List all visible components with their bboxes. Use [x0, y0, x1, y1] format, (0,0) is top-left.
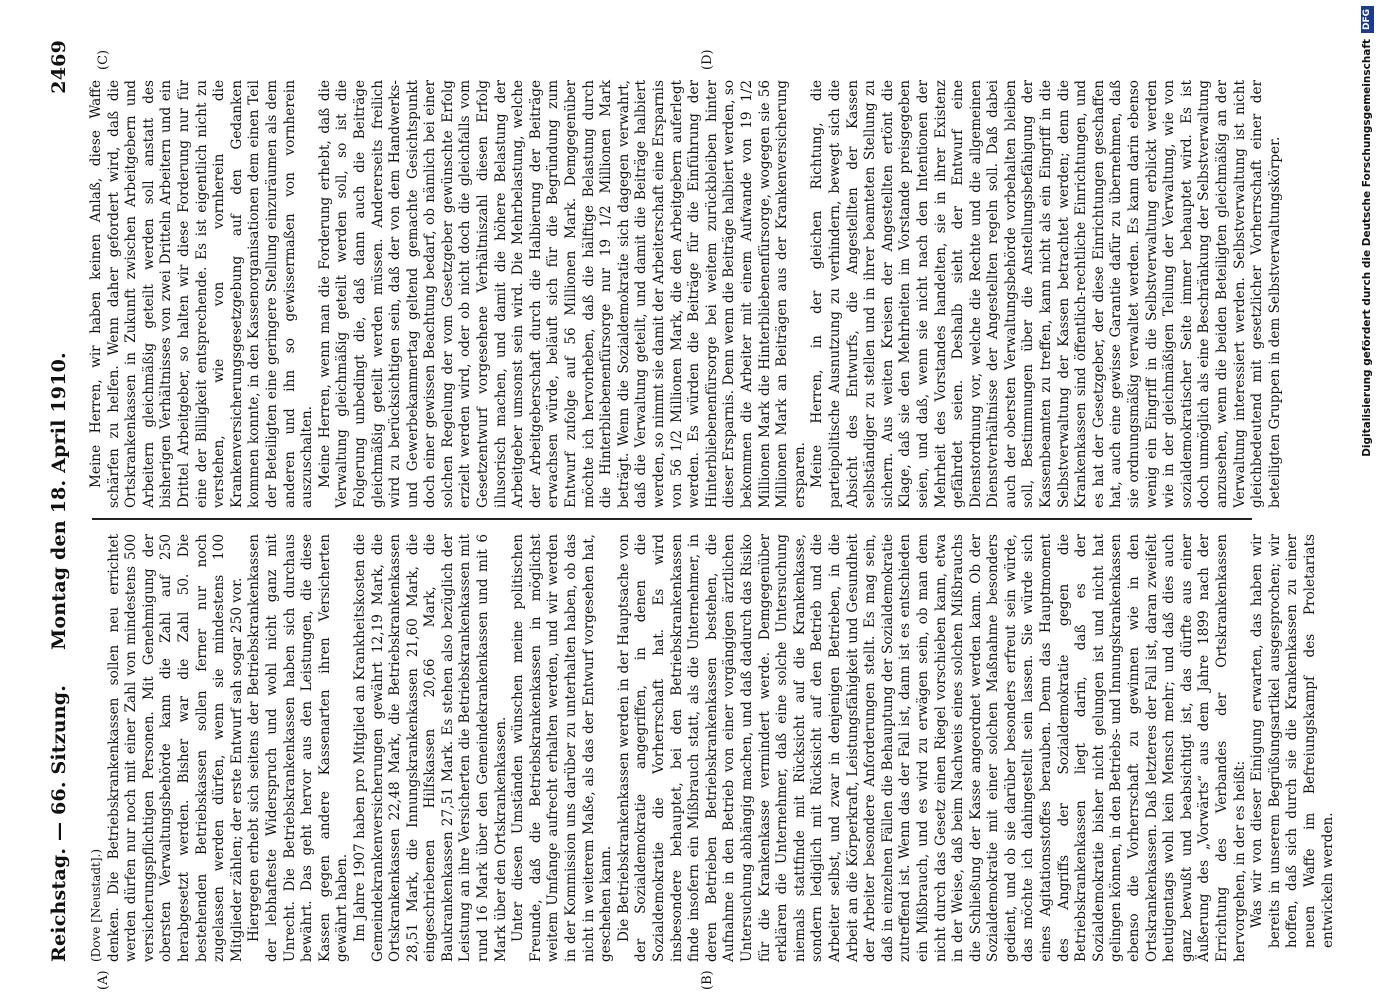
paragraph: Meine Herren, wir haben keinen Anlaß, diese Waffe schärfen zu helfen. Wenn daher gefordert wird, daß die Ortskrankenkassen in Zukunft zwischen Arbeitgebern und Arbeitern gleichmäßig geteilt werden soll anstatt des bisherigen Verhältnisses von zwei Dritteln Arbeitern und ein Drittel Arbeitgeber, so halten wir diese Forderung nur für eine der Billigkeit entsprechende. Es ist eigentlich nicht zu verstehen, wie von vornherein die Krankenversicherungsgesetzgebung auf den Gedanken kommen konnte, in den Kassenorganisationen dem einen Teil der Beteiligten eine geringere Stellung einzuräumen als dem anderen und ihn so gewissermaßen von vornherein auszuschalten. — [88, 80, 316, 508]
right-column — [88, 80, 1283, 508]
margin-marker-c: (C) — [96, 49, 111, 70]
margin-marker-b: (B) — [700, 970, 715, 990]
quotation: Was wir von dieser Einigung erwarten, das haben wir bereits in unserem Begrüßungsartikel ausgesprochen; wir hoffen, daß sich durch sie die Krankenkassen zu einer neuen Waffe im Befreiungskampf des Proletariats entwickeln werden. — [1249, 534, 1336, 948]
header-session: Reichstag. — 66. Sitzung. — [48, 684, 70, 962]
paragraph: Hiergegen erhebt sich seitens der Betriebskrankenkassen der lebhafteste Widerspruch und wohl nicht ganz mit Unrecht. Die Betriebskrankenkassen haben sich durchaus bewährt. Das geht hervor aus den Leistungen, die diese Kassen gegen andere Kassenarten ihren Versicherten gewährt haben. — [246, 534, 351, 962]
paragraph: Meine Herren, in der gleichen Richtung, die parteipolitische Ausnutzung zu verhindern, bewegt sich die Absicht des Entwurfs, die Angestellten der Kassen selbständiger zu stellen und in ihrer beamteten Stellung zu sichern. Aus weiten Kreisen der Angestellten ertönt die Klage, daß sie den Mehrheiten im Vorstande preisgegeben seien, und daß, wenn sie nicht nach den Intentionen der Mehrheit des Vorstandes handelten, sie in ihrer Existenz gefährdet seien. Deshalb sieht der Entwurf eine Dienstordnung vor, welche die Rechte und die allgemeinen Dienstverhältnisse der Angestellten regeln soll. Daß dabei auch der obersten Verwaltungsbehörde vorbehalten bleiben soll, Bestimmungen über die Anstellungsbefähigung der Kassenbeamten zu treffen, kann nicht als ein Eingriff in die Selbstverwaltung der Kassen betrachtet werden; denn die Krankenkassen sind öffentlich-rechtliche Einrichtungen, und es hat der Gesetzgeber, der diese Einrichtungen geschaffen hat, auch eine gewisse Garantie dafür zu übernehmen, daß sie ordnungsmäßig verwaltet werden. Es kann darin ebenso wenig ein Eingriff in die Selbstverwaltung erblickt werden wie in der gleichmäßigen Teilung der Verwaltung, wie von sozialdemokratischer Seite immer behauptet wird. Es ist doch unmöglich als eine Beschränkung der Selbstverwaltung anzusehen, wenn die beiden Beteiligten gleichmäßig an der Verwaltung interessiert werden. Selbstverwaltung ist nicht gleichbedeutend mit gesetzlicher Vorherrschaft einer der beteiligten Gruppen in dem Selbstverwaltungskörper. — [809, 80, 1283, 508]
dfg-credit-strip — [1356, 6, 1378, 996]
header-date: Montag den 18. April 1910. — [48, 352, 70, 650]
paragraph: Meine Herren, wenn man die Forderung erhebt, daß die Verwaltung gleichmäßig geteilt werden soll, so ist die Folgerung unbedingt die, daß dann auch die Beiträge gleichmäßig geteilt werden müssen. Andererseits freilich wird zu berücksichtigen sein, daß der von dem Handwerks- und Gewerbekammertag geltend gemachte Gesichtspunkt doch einer gewissen Beachtung bedarf, ob nämlich bei einer solchen Regelung der vom Gesetzgeber gewünschte Erfolg erzielt werden wird, oder ob nicht doch die gleichfalls vom Gesetzentwurf vorgesehene Verhältniszahl diesen Erfolg illusorisch machen, und damit die höhere Belastung der Arbeitgeber umsonst sein wird. Die Mehrbelastung, welche der Arbeitgeberschaft durch die Halbierung der Beiträge erwachsen würde, beläuft sich für die Begründung zum Entwurf zufolge auf 56 Millionen Mark. Demgegenüber möchte ich hervorheben, daß die hälftige Belastung durch die Hinterbliebenenfürsorge nur 19 1/2 Millionen Mark beträgt. Wenn die Sozialdemokratie sich dagegen verwahrt, daß die Verwaltung geteilt, und damit die Beiträge halbiert werden, so nimmt sie damit der Arbeiterschaft eine Ersparnis von 56 1/2 Millionen Mark, die den Arbeitgebern auferlegt werden. Es würden die Beiträge für die Einführung der Hinterbliebenenfürsorge bei weitem zurückbleiben hinter dieser Ersparnis. Denn wenn die Beiträge halbiert werden, so bekommen die Arbeiter mit einem Aufwande von 19 1/2 Millionen Mark die Hinterbliebenenfürsorge, wogegen sie 56 Millionen Mark an Beiträgen aus der Krankenversicherung ersparen. — [316, 80, 808, 508]
margin-marker-d: (D) — [700, 49, 715, 70]
left-column — [88, 534, 1336, 962]
page-number: 2469 — [48, 40, 70, 94]
speaker-tag: (Dove [Neustadt].) — [89, 848, 103, 962]
dfg-logo: DFG — [1361, 6, 1374, 33]
paragraph: Die Betriebskrankenkassen werden in der Hauptsache von der Sozialdemokratie angegriffen, in denen die Sozialdemokratie die Vorherrschaft hat. Es wird insbesondere behauptet, bei den Betriebskrankenkassen finde insofern ein Mißbrauch statt, als die Unternehmer, in deren Betrieben Betriebskrankenkassen bestehen, die Aufnahme in den Betrieb von einer vorgängigen ärztlichen Untersuchung abhängig machen, und daß dadurch das Risiko für die Krankenkasse vermindert werde. Demgegenüber erklären die Unternehmer, daß eine solche Untersuchung niemals stattfinde mit Rücksicht auf die Krankenkasse, sondern lediglich mit Rücksicht auf den Betrieb und die Arbeiter selbst, und zwar in denjenigen Betrieben, in die Arbeit an die Körperkraft, Leistungsfähigkeit und Gesundheit der Arbeiter besondere Anforderungen stellt. Es mag sein, daß in einzelnen Fällen die Behauptung der Sozialdemokratie zutreffend ist. Wenn das der Fall ist, dann ist es entschieden ein Mißbrauch, und es wird zu erwägen sein, ob man dem nicht durch das Gesetz einen Riegel vorschieben kann, etwa in der Weise, daß beim Nachweis eines solchen Mißbrauchs die Schließung der Kasse angeordnet werden kann. Ob der Sozialdemokratie mit einer solchen Maßnahme besonders gedient, und ob sie darüber besonders erfreut sein würde, das möchte ich dahingestellt sein lassen. Sie würde sich eines Agitationsstoffes berauben. Denn das Hauptmoment des Angriffs der Sozialdemokratie gegen die Betriebskrankenkassen liegt darin, daß es der Sozialdemokratie bisher nicht gelungen ist und nicht hat gelingen können, in den Betriebs- und Innungskrankenkassen ebenso die Vorherrschaft zu gewinnen wie in den Ortskrankenkassen. Daß letzteres der Fall ist, daran zweifelt heutigentags wohl kein Mensch mehr; und daß dies auch ganz bewußt und beabsichtigt ist, das dürfte aus einer Äußerung des „Vorwärts“ aus dem Jahre 1899 nach der Errichtung des Verbandes der Ortskrankenkassen hervorgehen, in der es heißt: — [615, 534, 1248, 962]
page-header — [44, 40, 74, 962]
paragraph: Im Jahre 1907 haben pro Mitglied an Krankheitskosten die Gemeindekrankenversicherungen gewährt 12,19 Mark, die Ortskrankenkassen 22,48 Mark, die Betriebskrankenkassen 28,51 Mark, die Innungskrankenkassen 21,60 Mark, die eingeschriebenen Hilfskassen 20,66 Mark, die Baukrankenkassen 27,51 Mark. Es stehen also bezüglich der Leistung an ihre Versicherten die Betriebskrankenkassen mit rund 16 Mark über den Gemeindekrankenkassen und mit 6 Mark über den Ortskrankenkassen. — [351, 534, 509, 962]
column-divider — [92, 519, 1252, 521]
dfg-credit-text: Digitalisierung gefördert durch die Deutsche Forschungsgemeinschaft — [1361, 39, 1373, 457]
margin-marker-a: (A) — [96, 970, 111, 990]
paragraph: denken. Die Betriebskrankenkassen sollen neu errichtet werden dürfen nur noch mit einer Zahl von mindestens 500 versicherungspflichtigen Personen. Mit Genehmigung der obersten Verwaltungsbehörde kann die Zahl auf 250 herabgesetzt werden. Bisher war die Zahl 50. Die bestehenden Betriebskassen sollen ferner nur noch zugelassen werden dürfen, wenn sie mindestens 100 Mitglieder zählen; der erste Entwurf sah sogar 250 vor. — [105, 534, 245, 962]
paragraph: Unter diesen Umständen wünschen meine politischen Freunde, daß die Betriebskrankenkassen in möglichst weitem Umfange aufrecht erhalten werden, und wir werden in der Kommission uns darüber zu unterhalten haben, ob das nicht in weiterem Maße, als das der Entwurf vorgesehen hat, geschehen kann. — [510, 534, 615, 962]
